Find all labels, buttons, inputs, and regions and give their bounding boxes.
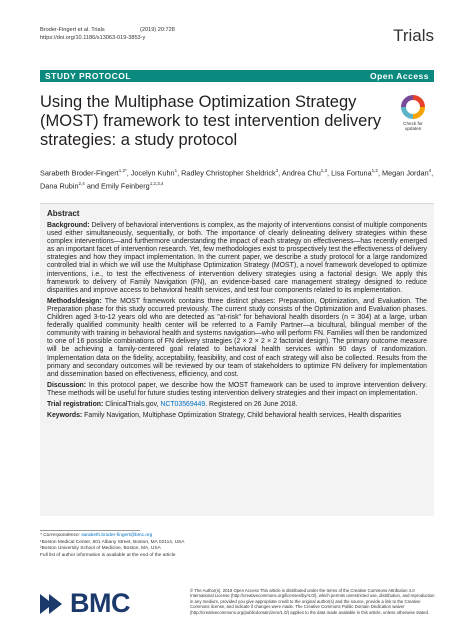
trial-label: Trial registration:: [47, 400, 104, 408]
correspondence: [40, 533, 220, 540]
bmc-logo: [40, 588, 130, 619]
author-separator: ,: [327, 168, 332, 178]
keywords-text: Family Navigation, Multiphase Optimization Strategy, Child behavioral health services, Health disparities: [84, 412, 402, 420]
methods-text: The MOST framework contains three distinct phases: Preparation, Optimization, and Evaluation. The Preparation phase for this study occurred previously. The current study consists of the Optimization and Evaluation phases. Children aged 3-to-12 years old who are detected as "at-risk" for behavioral health disorders (n = 304) at a large, urban federally qualified community health center will be referred to a Family Partner—a bicultural, bilingual member of the community with training in behavioral health and systems navigation—who will perform FN. Families will then be randomized to one of 16 possible combinations of FN delivery strategies (2 × 2 × 2 × 2 factorial design). The primary outcome measure will be achieving a family-centered goal related to behavioral health services within 90 days of randomization. Implementation data on the fidelity, acceptability, feasibility, and cost of each strategy will also be collected. Results from the primary and secondary outcomes will be reviewed by our team of stakeholders to optimize FN delivery for implementation and dissemination based on effectiveness, efficiency, and cost.: [47, 297, 427, 378]
author-affiliation-marker: 4: [428, 168, 432, 173]
affiliation-1: ¹Boston Medical Center, 801 Albany Street, Boston, MA 02114, USA: [40, 539, 185, 545]
discussion-text: In this protocol paper, we describe how the MOST framework can be used to improve intervention delivery. These methods will be useful for future studies testing intervention delivery strategies and their impact on implementation.: [47, 381, 428, 397]
abstract-heading: Abstract: [47, 209, 80, 218]
author-separator: ,: [278, 168, 282, 178]
trial-prefix: ClinicalTrials.gov,: [105, 400, 159, 408]
author-name: Jocelyn Kuhn: [130, 168, 175, 178]
citation-year: (2019) 20:728: [140, 27, 175, 33]
discussion-label: Discussion:: [47, 381, 87, 389]
author-info-note: Full list of author information is available at the end of the article: [40, 552, 176, 558]
license-text: © The Author(s). 2019 Open Access This article is distributed under the terms of the Creative Commons Attribution 4.0 International License (http://creativecommons.org/licenses/by/4.0/), which permits unrestricted use, distribution, and reproduction in any medium, provided you give appropriate credit to the original author(s) and the source, provide a link to the Creative Commons license, and indicate if changes were made. The Creative Commons Public Domain Dedication waiver (http://creativecommons.org/publicdomain/zero/1.0/) applies to the data made available in this article, unless otherwise stated.: [190, 588, 435, 615]
abstract-keywords: [47, 412, 427, 420]
abstract-trial-registration: [47, 401, 427, 409]
bmc-logo-icon: [40, 592, 66, 616]
footnotes: [40, 530, 220, 559]
doi-link[interactable]: https://doi.org/10.1186/s13063-019-3853-y: [40, 35, 146, 41]
article-title: Using the Multiphase Optimization Strategy (MOST) framework to test intervention delivery strategies: a study protocol: [40, 93, 382, 149]
crossmark-icon: [401, 95, 425, 119]
open-access-label: Open Access: [369, 71, 429, 81]
citation-authors: Broder-Fingert et al. Trials: [40, 27, 105, 33]
trial-suffix: . Registered on 26 June 2018.: [205, 400, 298, 408]
methods-label: Methods/design:: [47, 297, 102, 305]
author-affiliation-marker: 2,4: [78, 181, 85, 187]
author-name: Radley Christopher Sheldrick: [181, 168, 276, 178]
author-affiliation-marker: 3: [275, 168, 279, 173]
author-separator: ,: [377, 168, 382, 178]
trial-id-link[interactable]: NCT03569449: [160, 400, 206, 408]
abstract-discussion: [47, 382, 427, 398]
background-text: Delivery of behavioral interventions is complex, as the majority of interventions consist of multiple components used either simultaneously, sequentially, or both. The importance of clearly delineating delivery strategies within these complex interventions—and furthermore understanding the impact of each strategy on effectiveness—has recently emerged as an important facet of intervention research. Yet, few methodologies exist to prospectively test the effectiveness of delivery strategies and how they impact implementation. In the current paper, we describe a study protocol for a large randomized controlled trial in which we will use the Multiphase Optimization Strategy (MOST), a novel framework developed to optimize interventions, i.e., to test the effectiveness of intervention delivery strategies using a factorial design. We apply this framework to delivery of Family Navigation (FN), an evidence-based care management strategy designed to reduce disparities and improve access to behavioral health services, and test four components related to its implementation.: [47, 222, 427, 294]
author-separator: and: [84, 181, 102, 191]
correspondence-label: * Correspondence:: [40, 533, 80, 538]
author-affiliation-marker: 1: [174, 168, 178, 173]
author-name: Sarabeth Broder-Fingert: [40, 168, 119, 178]
author-name: Dana Rubin: [40, 181, 79, 191]
abstract-box: [40, 203, 434, 516]
license-notice: [190, 588, 435, 615]
author-separator: ,: [431, 168, 434, 178]
background-label: Background:: [47, 222, 90, 229]
author-affiliation-marker: 1,2: [371, 168, 378, 173]
abstract-background: [47, 222, 427, 295]
author-affiliation-marker: 1,2*: [118, 168, 127, 173]
author-name: Megan Jordan: [382, 168, 429, 178]
author-name: Andrea Chu: [281, 168, 321, 178]
author-affiliation-marker: 1,2,3,4: [149, 181, 164, 187]
article-type-banner: [40, 70, 434, 82]
author-separator: ,: [126, 168, 131, 178]
affiliation-2: ²Boston University School of Medicine, Boston, MA, USA: [40, 546, 161, 552]
author-separator: ,: [177, 168, 182, 178]
bmc-logo-text: BMC: [70, 588, 130, 618]
journal-name: Trials: [393, 26, 434, 45]
author-affiliation-marker: 1,3: [320, 168, 328, 173]
correspondence-email[interactable]: sarabeth.broder-fingert@bmc.org: [81, 533, 153, 538]
author-name: Emily Feinberg: [101, 181, 150, 191]
keywords-label: Keywords:: [47, 412, 83, 420]
check-for-updates-button[interactable]: [396, 95, 430, 131]
running-header: [40, 26, 175, 42]
abstract-methods: [47, 298, 427, 379]
author-name: Lisa Fortuna: [331, 168, 372, 178]
check-updates-label: Check for updates: [403, 121, 423, 131]
section-label: STUDY PROTOCOL: [45, 71, 132, 81]
footnote-divider: [40, 530, 140, 531]
author-list: [40, 165, 435, 192]
